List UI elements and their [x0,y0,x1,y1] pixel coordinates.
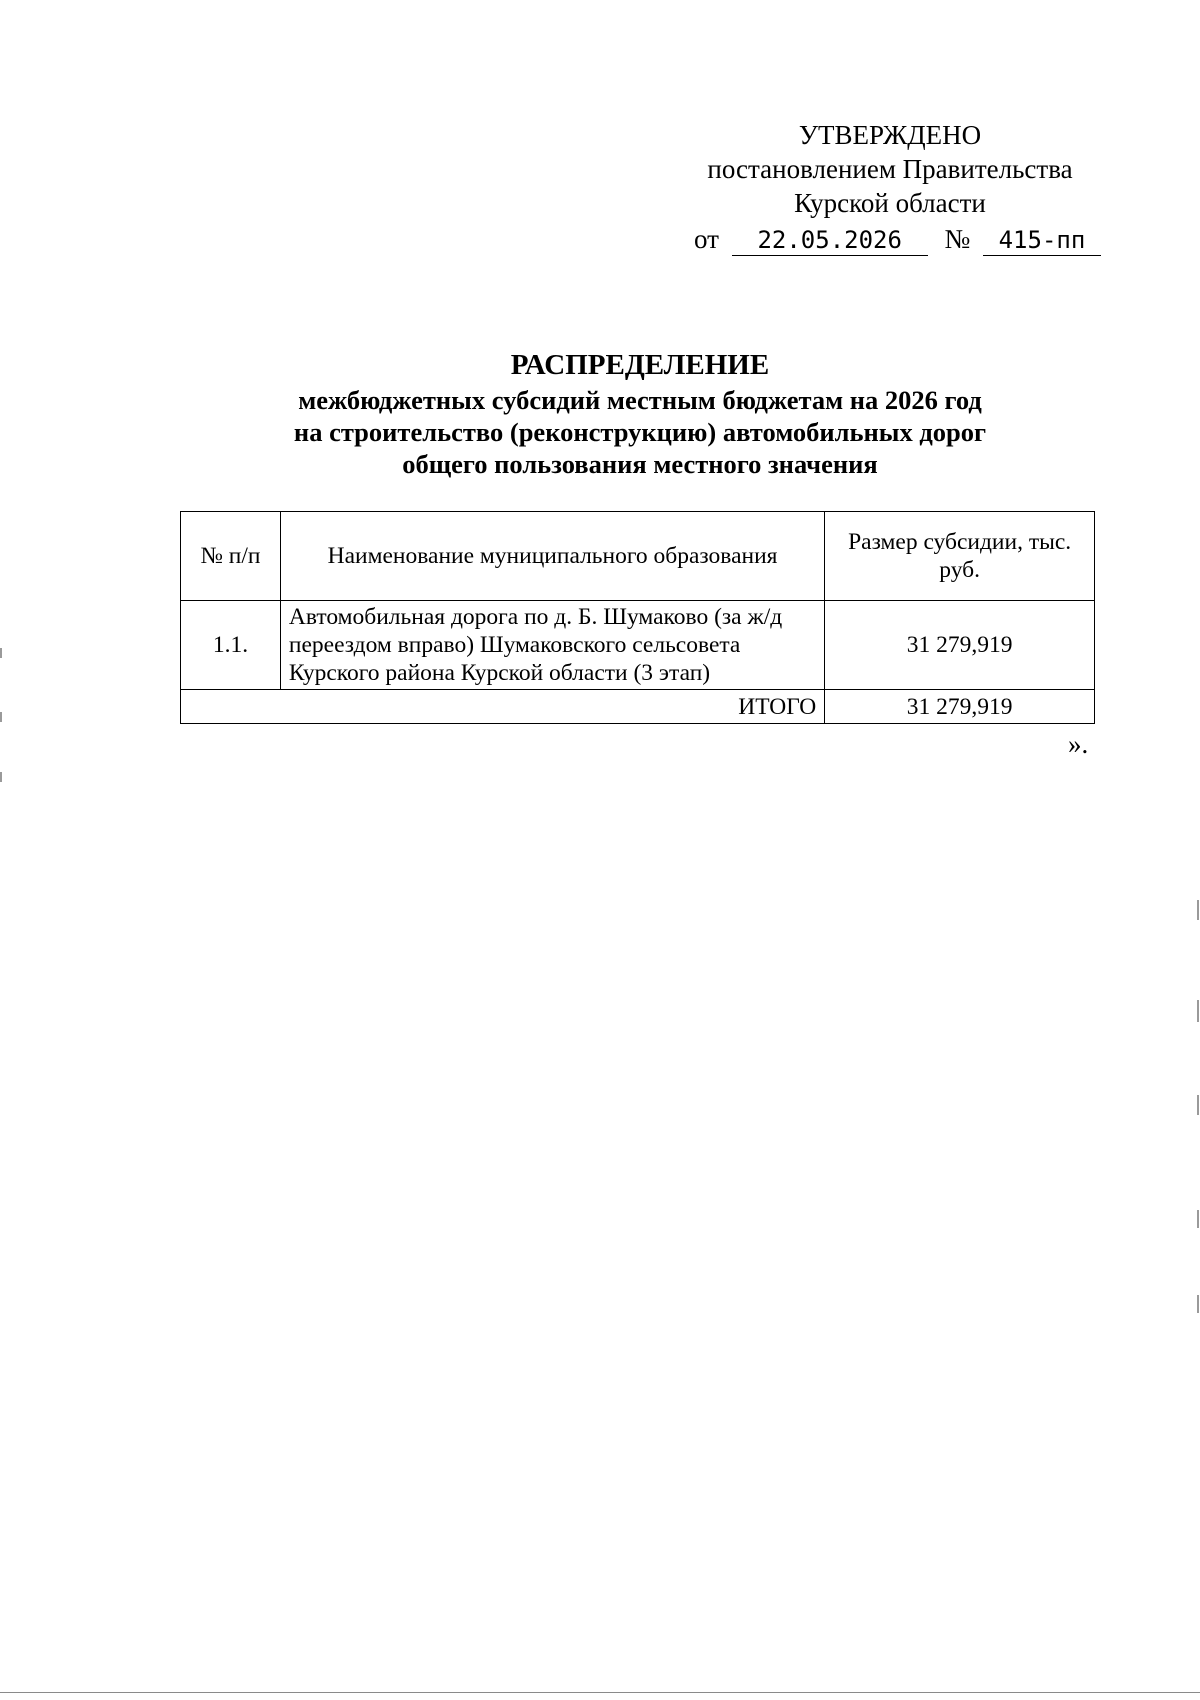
title-heading: РАСПРЕДЕЛЕНИЕ [510,349,770,381]
title-line-1: межбюджетных субсидий местным бюджетам на 2026 год [298,385,982,415]
decree-region: Курской области [794,188,986,218]
header-name: Наименование муниципального образования [280,512,824,601]
decree-number: 415-пп [983,225,1101,256]
date-prefix: от [694,224,719,254]
decree-date-number [694,222,1090,256]
subsidy-distribution-table [180,511,1095,724]
approval-stamp [690,118,1090,256]
header-sum: Размер субсидии, тыс. руб. [825,512,1095,601]
number-prefix: № [944,224,971,254]
scan-mark-right-2 [1197,1000,1199,1022]
row-name: Автомобильная дорога по д. Б. Шумаково (за ж/д переездом вправо) Шумаковского сельсовета Курского района Курской области (3 этап) [280,601,824,690]
header-num: № п/п [181,512,281,601]
title-line-2: на строительство (реконструкцию) автомобильных дорог [293,417,987,447]
title-line-3: общего пользования местного значения [402,449,878,479]
document-title [100,346,1180,480]
table-row [181,601,1095,690]
row-num: 1.1. [181,601,281,690]
scan-mark-right-1 [1197,900,1199,920]
decree-date: 22.05.2026 [732,225,928,256]
scan-mark-right-4 [1197,1210,1199,1228]
scan-mark-right-5 [1197,1295,1199,1313]
total-row [181,690,1095,724]
scan-mark-left-1 [0,648,2,658]
row-sum: 31 279,919 [825,601,1095,690]
scan-mark-right-3 [1197,1095,1199,1115]
scan-edge-line [0,1692,1200,1693]
table-header-row [181,512,1095,601]
scan-mark-left-3 [0,772,2,782]
total-label: ИТОГО [181,690,825,724]
approved-label: УТВЕРЖДЕНО [798,120,982,150]
total-sum: 31 279,919 [825,690,1095,724]
closing-quote: ». [1068,729,1089,759]
scan-mark-left-2 [0,712,2,722]
decree-authority: постановлением Правительства [707,154,1073,184]
